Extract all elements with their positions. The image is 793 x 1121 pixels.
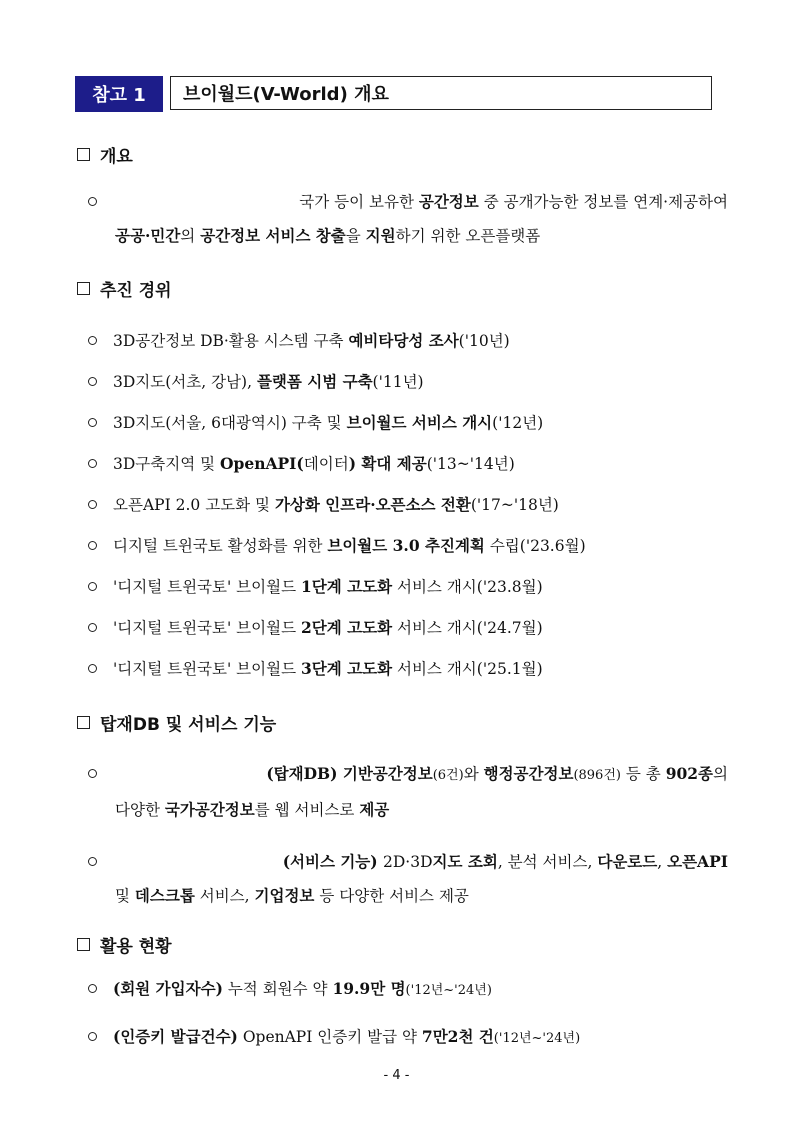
text-segment: 기업정보	[254, 886, 315, 905]
circle-bullet-icon	[88, 857, 97, 866]
section-heading-text: 활용 현황	[100, 937, 172, 957]
list-item	[88, 611, 728, 645]
item-line	[88, 1020, 728, 1056]
item-text	[299, 185, 728, 219]
circle-bullet-icon	[88, 197, 97, 206]
item-text	[113, 972, 492, 1008]
text-segment: 예비타당성 조사	[348, 331, 459, 350]
text-segment: 서비스,	[194, 887, 255, 905]
item-text	[115, 879, 469, 913]
item-line	[88, 365, 728, 399]
text-segment: , 분석 서비스,	[497, 853, 598, 871]
text-segment: 하기 위한 오픈플랫폼	[395, 227, 541, 245]
item-text	[283, 845, 728, 879]
circle-bullet-icon	[88, 418, 97, 427]
text-segment: 중 공개가능한 정보를 연계·제공하여	[478, 193, 728, 211]
list-item	[88, 324, 728, 358]
text-segment: ('17~'18년)	[470, 496, 559, 514]
text-segment: 19.9만 명	[332, 979, 406, 998]
item-text	[115, 219, 540, 253]
item-line	[88, 611, 728, 645]
item-line	[88, 879, 728, 913]
text-segment: 제공	[359, 800, 390, 819]
item-text	[113, 570, 543, 604]
text-segment: 서비스 개시('25.1월)	[392, 660, 543, 678]
circle-bullet-icon	[88, 984, 97, 993]
list-item	[88, 1020, 728, 1056]
list-item	[88, 447, 728, 481]
circle-bullet-icon	[88, 541, 97, 550]
text-segment: 3D구축지역 및	[113, 455, 221, 473]
item-line	[88, 324, 728, 358]
text-segment: ('12년~'24년)	[405, 983, 492, 998]
text-segment: 를 웹 서비스로	[254, 801, 360, 819]
item-text	[113, 1020, 580, 1056]
text-segment: 오픈API	[667, 852, 728, 871]
circle-bullet-icon	[88, 377, 97, 386]
text-segment: 의	[180, 227, 201, 245]
item-line	[88, 845, 728, 879]
text-segment: '디지털 트윈국토' 브이월드	[113, 619, 302, 637]
text-segment: 국가 등이 보유한	[299, 193, 419, 211]
list-item	[88, 488, 728, 522]
text-segment: 및	[115, 887, 135, 905]
text-segment: 디지털 트윈국토 활성화를 위한	[113, 537, 328, 555]
section-heading-text: 추진 경위	[100, 281, 172, 301]
item-line	[88, 793, 728, 827]
text-segment: 지원	[365, 226, 396, 245]
text-segment: ('12년~'24년)	[493, 1031, 581, 1046]
checkbox-square-icon	[77, 716, 90, 729]
text-segment: 3단계 고도화	[301, 659, 393, 678]
text-segment: 공공·민간	[115, 226, 181, 245]
circle-bullet-icon	[88, 623, 97, 632]
text-segment: 3D공간정보 DB·활용 시스템 구축	[113, 332, 349, 350]
item-text	[113, 447, 515, 481]
section-heading-history	[77, 276, 172, 301]
text-segment: (탑재DB) 기반공간정보	[266, 764, 433, 783]
item-text	[113, 324, 510, 358]
list-item	[88, 406, 728, 440]
circle-bullet-icon	[88, 500, 97, 509]
text-segment: 브이월드 서비스 개시	[346, 413, 493, 432]
item-text	[266, 757, 728, 793]
item-text	[113, 652, 543, 686]
text-segment: 오픈API 2.0 고도화 및	[113, 496, 275, 514]
checkbox-square-icon	[77, 148, 90, 161]
text-segment: 을	[345, 227, 366, 245]
text-segment: 902종	[665, 764, 714, 783]
text-segment: 행정공간정보	[483, 764, 574, 783]
item-text	[113, 611, 543, 645]
text-segment: 수립('23.6월)	[484, 537, 586, 555]
item-line	[88, 488, 728, 522]
item-line	[88, 972, 728, 1008]
item-text	[113, 488, 559, 522]
text-segment: 플랫폼 시범 구축	[256, 372, 373, 391]
text-segment: OpenAPI(	[220, 454, 304, 473]
checkbox-square-icon	[77, 938, 90, 951]
text-segment: (회원 가입자수)	[113, 979, 223, 998]
text-segment: '디지털 트윈국토' 브이월드	[113, 660, 302, 678]
text-segment: ) 확대 제공	[348, 454, 427, 473]
text-segment: 등 다양한 서비스 제공	[314, 887, 469, 905]
item-line	[88, 185, 728, 219]
circle-bullet-icon	[88, 769, 97, 778]
section-heading-overview	[77, 142, 133, 167]
text-segment: 7만2천 건	[421, 1027, 494, 1046]
list-item	[88, 185, 728, 253]
item-line	[88, 757, 728, 793]
section-heading-usage	[77, 932, 172, 957]
text-segment: 등 총	[620, 765, 666, 783]
item-line	[88, 652, 728, 686]
text-segment: 와	[463, 765, 484, 783]
text-segment: 2단계 고도화	[301, 618, 393, 637]
text-segment: 다양한	[115, 801, 165, 819]
item-line	[88, 447, 728, 481]
section-heading-features	[77, 710, 276, 735]
text-segment: ('11년)	[372, 373, 424, 391]
text-segment: 의	[713, 765, 728, 783]
text-segment: 공간정보	[418, 192, 479, 211]
list-item	[88, 529, 728, 563]
list-item	[88, 972, 728, 1008]
section-heading-text: 탑재DB 및 서비스 기능	[100, 715, 277, 735]
text-segment: ('10년)	[458, 332, 510, 350]
text-segment: OpenAPI 인증키 발급 약	[237, 1028, 422, 1046]
text-segment: (896건)	[573, 768, 621, 783]
text-segment: 브이월드 3.0 추진계획	[327, 536, 485, 555]
text-segment: 국가공간정보	[164, 800, 255, 819]
circle-bullet-icon	[88, 582, 97, 591]
item-text	[115, 793, 389, 827]
reference-title: 브이월드(V-World) 개요	[170, 76, 712, 110]
circle-bullet-icon	[88, 664, 97, 673]
text-segment: 데이터	[303, 455, 349, 473]
text-segment: (6건)	[432, 768, 464, 783]
text-segment: '디지털 트윈국토' 브이월드	[113, 578, 302, 596]
item-text	[113, 529, 586, 563]
circle-bullet-icon	[88, 459, 97, 468]
text-segment: 3D지도(서초, 강남),	[113, 373, 257, 391]
text-segment: 서비스 개시('24.7월)	[392, 619, 543, 637]
text-segment: 공간정보 서비스 창출	[200, 226, 346, 245]
text-segment: 서비스 개시('23.8월)	[392, 578, 543, 596]
list-item	[88, 570, 728, 604]
text-segment: 가상화 인프라·오픈소스 전환	[274, 495, 471, 514]
circle-bullet-icon	[88, 1032, 97, 1041]
item-text	[113, 365, 424, 399]
text-segment: ('13~'14년)	[426, 455, 515, 473]
text-segment: 2D·3D	[383, 853, 433, 871]
item-line	[88, 219, 728, 253]
text-segment: 3D지도(서울, 6대광역시) 구축 및	[113, 414, 347, 432]
text-segment: (서비스 기능)	[282, 852, 384, 871]
reference-badge: 참고 1	[75, 76, 163, 112]
circle-bullet-icon	[88, 336, 97, 345]
list-item	[88, 365, 728, 399]
section-heading-text: 개요	[100, 147, 133, 167]
text-segment: ,	[657, 853, 668, 871]
text-segment: 다운로드	[597, 852, 658, 871]
list-item	[88, 845, 728, 913]
text-segment: 1단계 고도화	[301, 577, 393, 596]
text-segment: 누적 회원수 약	[222, 980, 333, 998]
list-item	[88, 757, 728, 827]
list-item	[88, 652, 728, 686]
text-segment: 데스크톱	[134, 886, 195, 905]
text-segment: ('12년)	[492, 414, 544, 432]
checkbox-square-icon	[77, 282, 90, 295]
reference-header	[75, 76, 712, 112]
page-number: - 4 -	[383, 1068, 410, 1083]
text-segment: (인증키 발급건수)	[113, 1027, 238, 1046]
item-line	[88, 406, 728, 440]
item-text	[113, 406, 543, 440]
text-segment: 지도 조회	[432, 852, 498, 871]
item-line	[88, 570, 728, 604]
item-line	[88, 529, 728, 563]
